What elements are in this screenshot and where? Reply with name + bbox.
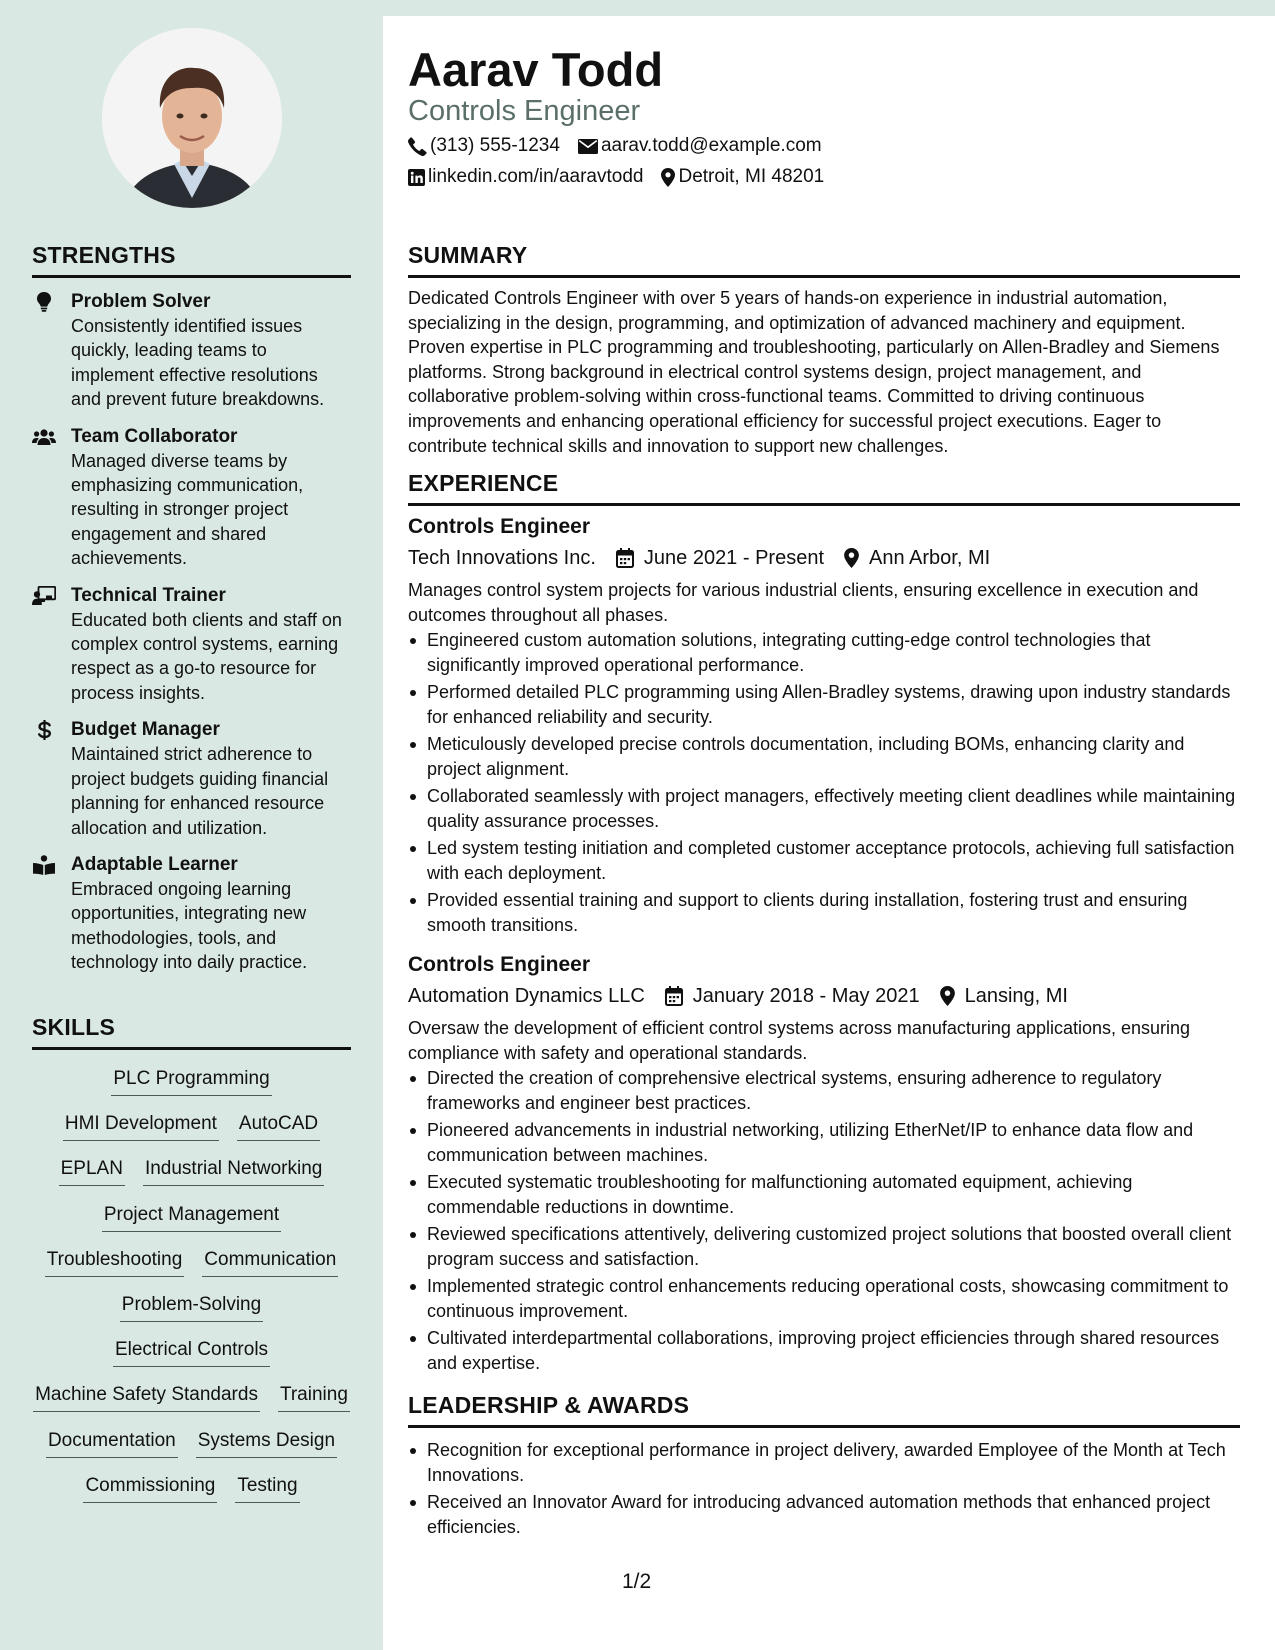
chalkboard-teacher-icon	[32, 586, 56, 606]
leadership-title: LEADERSHIP & AWARDS	[408, 1392, 1240, 1428]
map-marker-icon	[940, 986, 955, 1006]
job-meta	[408, 981, 1240, 1011]
leadership-section	[408, 1392, 1240, 1542]
company-name: Tech Innovations Inc.	[408, 547, 596, 569]
strength-item	[32, 290, 351, 412]
skill-tag: Communication	[202, 1247, 338, 1277]
calendar-icon	[616, 548, 634, 568]
skill-tag: Systems Design	[196, 1428, 337, 1458]
bullet-item: Recognition for exceptional performance in project delivery, awarded Employee of the Month at Tech Innovations.	[408, 1438, 1240, 1487]
strength-item	[32, 718, 351, 840]
strength-title: Adaptable Learner	[71, 853, 238, 875]
strength-text: Embraced ongoing learning opportunities, integrating new methodologies, tools, and technology into daily practice.	[71, 878, 308, 973]
linkedin-text: linkedin.com/in/aaravtodd	[428, 166, 644, 187]
phone-text: (313) 555-1234	[430, 135, 560, 156]
skill-tag: AutoCAD	[237, 1111, 320, 1141]
skill-row	[32, 1111, 351, 1156]
job-location	[940, 981, 1068, 1011]
contact-row	[408, 165, 842, 189]
skill-tag: Machine Safety Standards	[33, 1382, 260, 1412]
job-description: Oversaw the development of efficient control systems across manufacturing applications, ensuring compliance with safety and operational standards.	[408, 1018, 1191, 1063]
strength-title: Technical Trainer	[71, 584, 226, 606]
job-dates-text: January 2018 - May 2021	[692, 985, 920, 1008]
job-location	[844, 543, 990, 573]
job-entry	[408, 512, 1240, 937]
leadership-bullets	[408, 1438, 1240, 1539]
skill-row	[32, 1292, 351, 1337]
person-name: Aarav Todd	[408, 43, 664, 96]
bullet-item: Received an Innovator Award for introducing advanced automation methods that enhanced project efficiencies.	[408, 1490, 1240, 1539]
dollar-icon	[32, 720, 56, 740]
strength-item	[32, 425, 351, 571]
bullet-item: Collaborated seamlessly with project managers, effectively meeting client deadlines while maintaining quality assurance processes.	[408, 784, 1240, 833]
skill-tag: EPLAN	[59, 1156, 125, 1186]
strength-text: Consistently identified issues quickly, leading teams to implement effective resolutions and prevent future breakdowns.	[71, 316, 325, 410]
location-contact	[661, 165, 824, 189]
job-bullets	[408, 1066, 1240, 1375]
skill-tag: Electrical Controls	[113, 1337, 270, 1367]
skills-title: SKILLS	[32, 1014, 351, 1050]
bullet-item: Reviewed specifications attentively, delivering customized project solutions that boosted overall client program success and satisfaction.	[408, 1222, 1240, 1271]
phone-icon	[408, 137, 427, 156]
skill-tag: Testing	[235, 1473, 299, 1503]
email-contact[interactable]	[578, 134, 822, 158]
location-text: Detroit, MI 48201	[678, 166, 825, 187]
page-number: 1/2	[622, 1570, 652, 1593]
skills-list	[32, 1066, 351, 1518]
skill-tag: Industrial Networking	[143, 1156, 324, 1186]
skill-tag: Commissioning	[83, 1473, 217, 1503]
skill-row	[32, 1066, 351, 1111]
skill-row	[32, 1156, 351, 1201]
skill-tag: Troubleshooting	[45, 1247, 185, 1277]
skill-tag: HMI Development	[63, 1111, 219, 1141]
job-description: Manages control system projects for various industrial clients, ensuring excellence in execution and outcomes throughout all phases.	[408, 580, 1199, 625]
sidebar	[0, 0, 383, 1650]
avatar	[102, 28, 282, 208]
bullet-item: Implemented strategic control enhancements reducing operational costs, showcasing commitment to continuous improvement.	[408, 1274, 1240, 1323]
strength-title: Budget Manager	[71, 719, 220, 741]
strengths-section	[32, 242, 351, 975]
users-icon	[32, 427, 56, 447]
skill-row	[32, 1428, 351, 1473]
company-name: Automation Dynamics LLC	[408, 985, 645, 1008]
skill-tag: PLC Programming	[111, 1066, 271, 1096]
skill-tag: Documentation	[46, 1428, 178, 1458]
map-marker-icon	[844, 548, 859, 568]
bullet-item: Meticulously developed precise controls documentation, including BOMs, enhancing clarity and project alignment.	[408, 732, 1240, 781]
person-role: Controls Engineer	[408, 95, 641, 127]
lightbulb-icon	[32, 292, 56, 312]
job-dates	[616, 543, 824, 573]
job-entry	[408, 950, 1240, 1375]
book-reader-icon	[32, 855, 56, 875]
bullet-item: Executed systematic troubleshooting for malfunctioning automated equipment, achieving commendable reductions in downtime.	[408, 1170, 1240, 1219]
strengths-list	[32, 290, 351, 975]
experience-section	[408, 470, 1240, 1378]
strengths-title: STRENGTHS	[32, 242, 351, 278]
summary-text: Dedicated Controls Engineer with over 5 years of hands-on experience in industrial automation, specializing in the design, programming, and optimization of advanced machinery and equipment. Proven expertise in PLC programming and troubleshooting, particularly on Allen-Bradley and Siemens platforms. Strong background in electrical control systems design, project management, and collaborative problem-solving within cross-functional teams. Committed to driving continuous improvements and enhancing operational efficiency for successful project executions. Eager to contribute technical skills and innovation to support new challenges.	[408, 288, 1220, 456]
strength-title: Problem Solver	[71, 291, 211, 312]
skill-tag: Training	[278, 1382, 350, 1412]
job-location-text: Lansing, MI	[964, 985, 1068, 1008]
linkedin-icon	[408, 169, 425, 186]
skill-row	[32, 1337, 351, 1382]
bullet-item: Provided essential training and support to clients during installation, fostering trust and ensuring smooth transitions.	[408, 888, 1240, 937]
skill-row	[32, 1202, 351, 1247]
bullet-item: Cultivated interdepartmental collaborations, improving project efficiencies through shared resources and expertise.	[408, 1326, 1240, 1375]
job-title: Controls Engineer	[408, 953, 591, 977]
linkedin-contact[interactable]	[408, 165, 643, 189]
skill-row	[32, 1247, 351, 1292]
job-title: Controls Engineer	[408, 515, 591, 538]
strength-text: Managed diverse teams by emphasizing communication, resulting in stronger project engagement and shared achievements.	[71, 450, 304, 569]
job-dates-text: June 2021 - Present	[643, 547, 825, 569]
contact-row	[408, 134, 840, 158]
bullet-item: Directed the creation of comprehensive electrical systems, ensuring adherence to regulatory frameworks and engineer best practices.	[408, 1066, 1240, 1115]
experience-title: EXPERIENCE	[408, 470, 1240, 506]
strength-item	[32, 853, 351, 975]
strength-item	[32, 584, 351, 706]
skill-tag: Project Management	[102, 1202, 281, 1232]
skill-row	[32, 1473, 351, 1518]
job-dates	[665, 981, 920, 1011]
strength-text: Maintained strict adherence to project budgets guiding financial planning for enhanced resource allocation and utilization.	[71, 744, 329, 838]
bullet-item: Led system testing initiation and completed customer acceptance protocols, achieving full satisfaction with each deployment.	[408, 836, 1240, 885]
email-text: aarav.todd@example.com	[600, 135, 822, 156]
skill-tag: Problem-Solving	[120, 1292, 263, 1322]
job-meta	[408, 543, 1240, 573]
strength-text: Educated both clients and staff on complex control systems, earning respect as a go-to resource for process insights.	[71, 609, 342, 703]
bullet-item: Pioneered advancements in industrial networking, utilizing EtherNet/IP to enhance data flow and communication between machines.	[408, 1118, 1240, 1167]
summary-section	[408, 242, 1240, 458]
summary-title: SUMMARY	[408, 242, 1240, 278]
job-location-text: Ann Arbor, MI	[869, 547, 991, 569]
skill-row	[32, 1382, 351, 1427]
bullet-item: Performed detailed PLC programming using Allen-Bradley systems, drawing upon industry standards for enhanced reliability and security.	[408, 680, 1240, 729]
skills-section	[32, 1014, 351, 1518]
phone-contact[interactable]	[408, 134, 560, 158]
map-marker-icon	[661, 168, 675, 187]
job-bullets	[408, 628, 1240, 937]
bullet-item: Engineered custom automation solutions, integrating cutting-edge control technologies that significantly improved operational performance.	[408, 628, 1240, 677]
strength-title: Team Collaborator	[71, 425, 238, 447]
calendar-icon	[665, 986, 683, 1006]
envelope-icon	[578, 139, 598, 154]
